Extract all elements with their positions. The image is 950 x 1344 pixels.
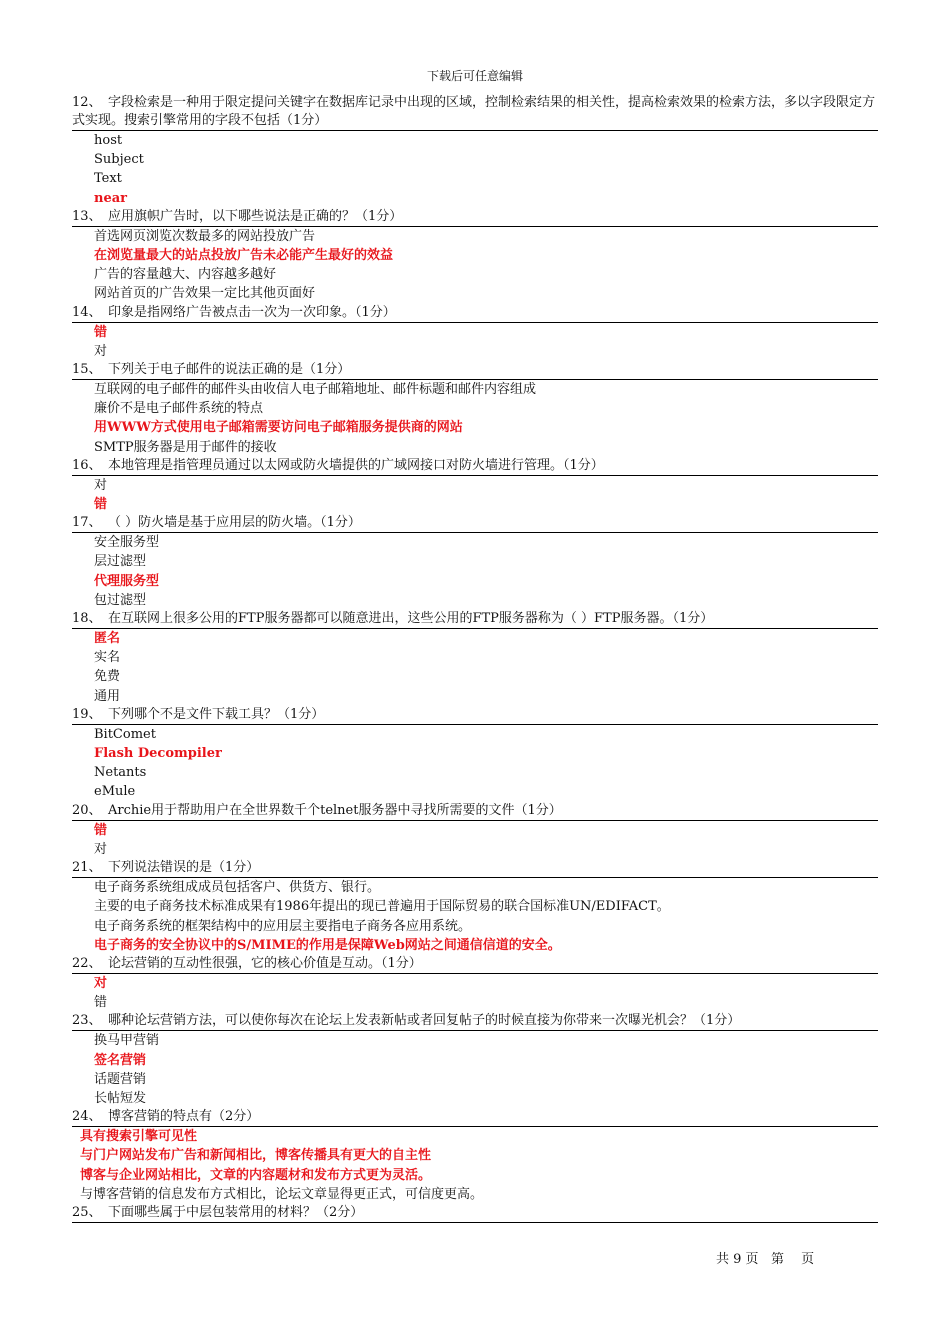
- question-18: [72, 610, 878, 629]
- question-25: [72, 1204, 878, 1223]
- answer-option: 层过滤型: [94, 554, 147, 570]
- question-16: [72, 457, 878, 476]
- question-23: [72, 1012, 878, 1031]
- question-24: [72, 1108, 878, 1127]
- answer-option: Text: [94, 171, 122, 187]
- answer-option: 互联网的电子邮件的邮件头由收信人电子邮箱地址、邮件标题和邮件内容组成: [94, 382, 537, 398]
- answer-option-correct: 用WWW方式使用电子邮箱需要访问电子邮箱服务提供商的网站: [94, 420, 463, 436]
- answer-option-correct: 具有搜索引擎可见性: [80, 1129, 198, 1145]
- answer-option: 对: [94, 343, 108, 359]
- question-text: 下列关于电子邮件的说法正确的是（1分）: [108, 362, 351, 378]
- question-15: [72, 361, 878, 380]
- answer-option: 对: [94, 841, 108, 857]
- answer-option: 廉价不是电子邮件系统的特点: [94, 401, 264, 417]
- answer-option: 网站首页的广告效果一定比其他页面好: [94, 286, 316, 302]
- question-text: 本地管理是指管理员通过以太网或防火墙提供的广域网接口对防火墙进行管理。（1分）: [108, 457, 604, 473]
- question-text: 下列哪个不是文件下载工具？（1分）: [108, 706, 325, 722]
- question-number: 16、: [72, 457, 102, 473]
- question-number: 19、: [72, 706, 102, 722]
- answer-option: 电子商务系统组成成员包括客户、供货方、银行。: [94, 880, 381, 896]
- question-list: [72, 94, 878, 1223]
- answer-option: 对: [94, 477, 108, 493]
- question-number: 13、: [72, 208, 102, 224]
- question-text: 博客营销的特点有（2分）: [108, 1109, 260, 1125]
- answer-option-correct: 匿名: [94, 631, 121, 647]
- question-text: 在互联网上很多公用的FTP服务器都可以随意进出，这些公用的FTP服务器称为（ ）FTP服务器。（1分）: [108, 611, 714, 627]
- question-19: [72, 706, 878, 725]
- answer-option: Subject: [94, 152, 144, 168]
- question-text: 应用旗帜广告时，以下哪些说法是正确的？（1分）: [108, 208, 403, 224]
- question-13: [72, 208, 878, 227]
- question-text: 哪种论坛营销方法，可以使你每次在论坛上发表新帖或者回复帖子的时候直接为你带来一次曝光机会？（1分）: [108, 1013, 741, 1029]
- answer-option-correct: 电子商务的安全协议中的S/MIME的作用是保障Web网站之间通信信道的安全。: [94, 937, 561, 953]
- answer-option-correct: 错: [94, 822, 108, 838]
- question-12: [72, 94, 878, 131]
- question-17: [72, 514, 878, 533]
- question-21: [72, 859, 878, 878]
- answer-option-correct: 对: [94, 975, 108, 991]
- answer-option-correct: 签名营销: [94, 1052, 147, 1068]
- answer-option: 安全服务型: [94, 535, 160, 551]
- answer-option: 主要的电子商务技术标准成果有1986年提出的现已普遍用于国际贸易的联合国标准UN/EDIFACT。: [94, 899, 670, 915]
- answer-option: Netants: [94, 765, 147, 781]
- question-number: 21、: [72, 860, 102, 876]
- answer-option: 长帖短发: [94, 1090, 147, 1106]
- answer-option-correct: near: [94, 190, 127, 206]
- question-text: 下列说法错误的是（1分）: [108, 860, 260, 876]
- question-number: 23、: [72, 1013, 102, 1029]
- answer-option: 广告的容量越大、内容越多越好: [94, 267, 277, 283]
- question-text: 印象是指网络广告被点击一次为一次印象。（1分）: [108, 304, 396, 320]
- question-text: 论坛营销的互动性很强，它的核心价值是互动。（1分）: [108, 955, 422, 971]
- answer-option-correct: 与门户网站发布广告和新闻相比，博客传播具有更大的自主性: [80, 1148, 432, 1164]
- page-header: 下载后可任意编辑: [426, 69, 523, 83]
- answer-option: eMule: [94, 784, 136, 800]
- answer-option: 电子商务系统的框架结构中的应用层主要指电子商务各应用系统。: [94, 918, 472, 934]
- answer-option-correct: 错: [94, 497, 108, 513]
- question-number: 15、: [72, 362, 102, 378]
- answer-option-correct: 博客与企业网站相比，文章的内容题材和发布方式更为灵活。: [80, 1167, 432, 1183]
- page-footer: [716, 1248, 814, 1267]
- question-14: [72, 304, 878, 323]
- answer-option: 与博客营销的信息发布方式相比，论坛文章显得更正式，可信度更高。: [80, 1186, 484, 1202]
- question-number: 20、: [72, 802, 102, 818]
- question-number: 18、: [72, 611, 102, 627]
- question-text: （ ）防火墙是基于应用层的防火墙。（1分）: [108, 515, 361, 531]
- answer-option: host: [94, 133, 123, 148]
- answer-option: 包过滤型: [94, 592, 147, 608]
- answer-option: 错: [94, 995, 108, 1011]
- answer-option: 实名: [94, 650, 121, 666]
- question-number: 22、: [72, 955, 102, 971]
- answer-option-correct: 在浏览量最大的站点投放广告未必能产生最好的效益: [94, 248, 394, 264]
- question-text: 字段检索是一种用于限定提问关键字在数据库记录中出现的区域，控制检索结果的相关性，提高检索效果的检索方法，多以字段限定方式实现。搜索引擎常用的字段不包括（1分）: [72, 95, 876, 128]
- question-number: 17、: [72, 515, 102, 531]
- question-20: [72, 802, 878, 821]
- question-text: Archie用于帮助用户在全世界数千个telnet服务器中寻找所需要的文件（1分）: [108, 802, 562, 818]
- answer-option-correct: Flash Decompiler: [94, 746, 222, 762]
- question-number: 14、: [72, 304, 102, 320]
- answer-option-correct: 代理服务型: [94, 573, 160, 589]
- question-number: 25、: [72, 1204, 102, 1220]
- answer-option: 通用: [94, 688, 121, 704]
- answer-option: BitComet: [94, 726, 156, 742]
- current-page: 第 页: [770, 1252, 815, 1267]
- question-number: 24、: [72, 1109, 102, 1125]
- answer-option: 免费: [94, 669, 121, 685]
- answer-option: 首选网页浏览次数最多的网站投放广告: [94, 228, 316, 244]
- answer-option: 换马甲营销: [94, 1033, 160, 1049]
- question-number: 12、: [72, 95, 102, 110]
- question-text: 下面哪些属于中层包装常用的材料？（2分）: [108, 1204, 364, 1220]
- answer-option-correct: 错: [94, 324, 108, 340]
- question-22: [72, 955, 878, 974]
- answer-option: SMTP服务器是用于邮件的接收: [94, 439, 277, 455]
- total-pages: 共 9 页: [716, 1252, 759, 1267]
- answer-option: 话题营销: [94, 1071, 147, 1087]
